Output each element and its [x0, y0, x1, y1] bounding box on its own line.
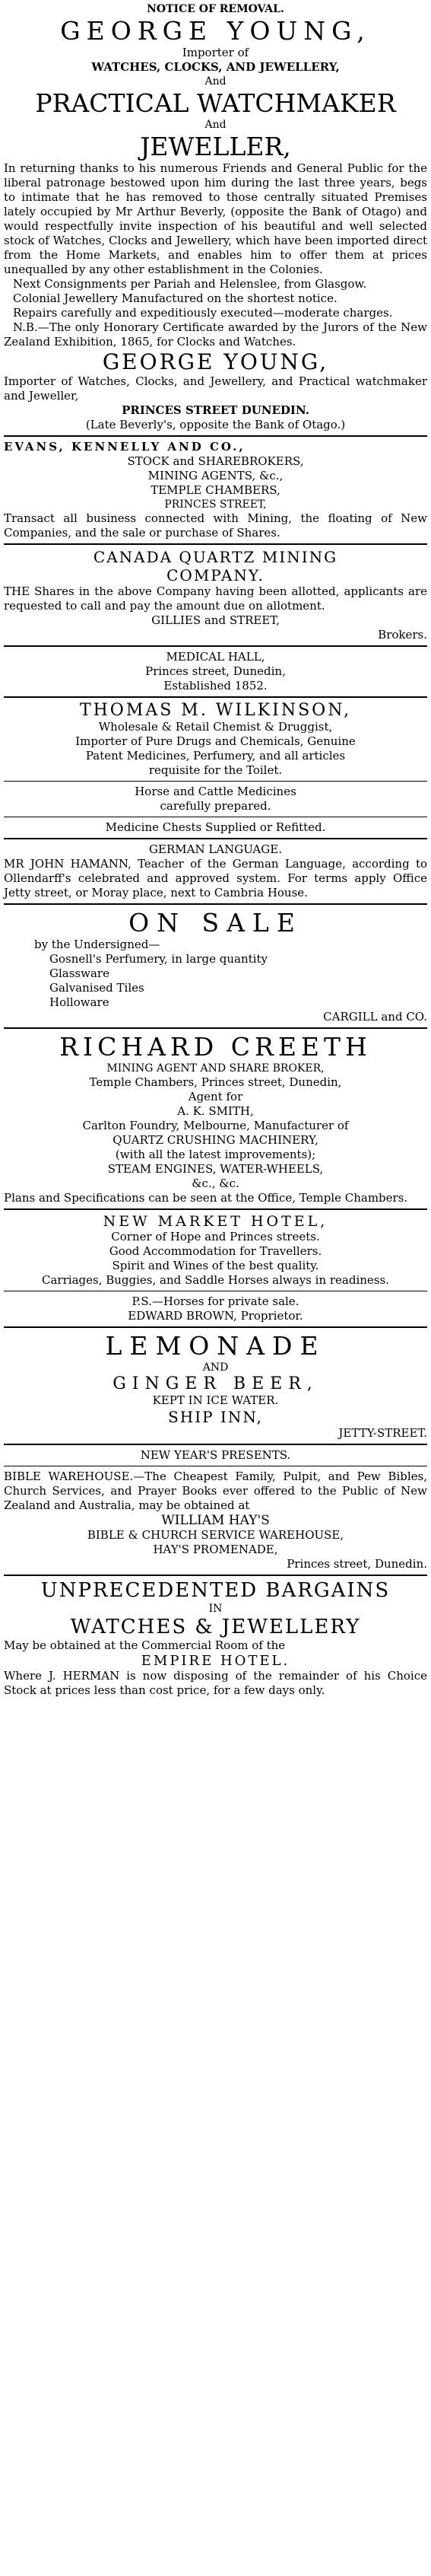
ad-line: requisite for the Toilet.	[148, 763, 283, 777]
signature: GILLIES and STREET,	[151, 613, 280, 627]
ad-line: MEDICAL HALL,	[166, 650, 265, 664]
ad-line: Glassware	[49, 966, 109, 980]
ad-line: AND	[202, 1361, 229, 1374]
ad-george-young-notice	[4, 2, 427, 432]
divider	[4, 435, 427, 437]
ad-medical-hall	[4, 650, 427, 693]
divider	[4, 1575, 427, 1576]
ad-canada-quartz	[4, 548, 427, 642]
ad-line: Carriages, Buggies, and Saddle Horses always in readiness.	[42, 1273, 389, 1287]
ad-line: Established 1852.	[163, 679, 268, 693]
ad-title: CANADA QUARTZ MINING	[93, 548, 338, 566]
ad-german-language	[4, 842, 427, 900]
advertiser-name: GEORGE YOUNG,	[60, 16, 371, 46]
signature: EDWARD BROWN, Proprietor.	[128, 1309, 303, 1323]
ad-line: Plans and Specifications can be seen at the Office, Temple Chambers.	[4, 1191, 408, 1205]
sign-off-name: GEORGE YOUNG,	[102, 349, 329, 374]
body-paragraph: In returning thanks to his numerous Friends and General Public for the liberal patronage bestowed upon him during the last three years, begs to intimate that he has removed to those centrally situated Premises lately occupied by Mr Arthur Beverly, (opposite the Bank of Otago) and would respectfully invite inspection of his beautiful and well selected stock of Watches, Clocks and Jewellery, which have been imported direct from the Home Markets, and enables him to offer them at prices unequalled by any other establishment in the Colonies.	[4, 161, 427, 276]
ad-line: Galvanised Tiles	[49, 981, 144, 995]
ad-line: Holloware	[49, 995, 109, 1009]
subtitle-line: And	[204, 75, 227, 88]
ad-unprecedented-bargains	[4, 1579, 427, 1698]
ad-title: GERMAN LANGUAGE.	[149, 842, 282, 856]
ad-line: EMPIRE HOTEL.	[141, 1653, 290, 1669]
ad-line: by the Undersigned—	[34, 938, 160, 951]
ad-line: P.S.—Horses for private sale.	[132, 1294, 299, 1308]
ad-line: STEAM ENGINES, WATER-WHEELS,	[107, 1162, 324, 1176]
ad-line: Transact all business connected with Mining, the floating of New Companies, and the sale or purchase of Shares.	[4, 511, 427, 540]
ad-new-market-hotel	[4, 1213, 427, 1323]
divider	[4, 903, 427, 905]
ad-title-2: GINGER BEER,	[113, 1374, 318, 1393]
body-paragraph: Repairs carefully and expeditiously executed—moderate charges.	[13, 306, 393, 320]
ad-title: NEW MARKET HOTEL,	[103, 1213, 328, 1230]
ad-line: KEPT IN ICE WATER.	[152, 1393, 279, 1407]
ad-body: BIBLE WAREHOUSE.—The Cheapest Family, Pulpit, and Pew Bibles, Church Services, and Prayer Books ever offered to the Public of New Zealand and Australia, may be obtained at	[4, 1469, 427, 1512]
ad-line: QUARTZ CRUSHING MACHINERY,	[113, 1133, 318, 1147]
body-paragraph: N.B.—The only Honorary Certificate awarded by the Jurors of the New Zealand Exhibition, 1865, for Clocks and Watches.	[4, 320, 427, 349]
divider	[4, 781, 427, 782]
ad-title: UNPRECEDENTED BARGAINS	[40, 1579, 391, 1602]
ad-line: MINING AGENT AND SHARE BROKER,	[106, 1062, 325, 1075]
ad-title-2: COMPANY.	[166, 566, 265, 584]
notice-heading: NOTICE OF REMOVAL.	[147, 3, 284, 15]
ad-line: Princes street, Dunedin.	[287, 1557, 427, 1571]
ad-line: A. K. SMITH,	[177, 1104, 254, 1118]
ad-lemonade	[4, 1331, 427, 1441]
body-paragraph: Colonial Jewellery Manufactured on the shortest notice.	[13, 291, 338, 305]
ad-line: Horse and Cattle Medicines	[135, 785, 296, 798]
ad-new-years-presents	[4, 1448, 427, 1571]
ad-line: MINING AGENTS, &c.,	[147, 469, 284, 482]
ad-line: Gosnell's Perfumery, in large quantity	[49, 952, 268, 966]
body-paragraph: Importer of Watches, Clocks, and Jewellery, and Practical watchmaker and Jeweller,	[4, 374, 427, 403]
divider	[4, 838, 427, 839]
ad-line: IN	[208, 1603, 223, 1615]
ad-line: Medicine Chests Supplied or Refitted.	[105, 820, 326, 834]
ad-line: (with all the latest improvements);	[115, 1148, 316, 1161]
ad-line: TEMPLE CHAMBERS,	[151, 483, 280, 497]
signature: CARGILL and CO.	[323, 1010, 427, 1024]
ad-line: Patent Medicines, Perfumery, and all articles	[85, 749, 346, 763]
ad-line: PRINCES STREET,	[164, 498, 267, 511]
divider	[4, 696, 427, 698]
ad-thomas-wilkinson	[4, 701, 427, 835]
ad-body: Where J. HERMAN is now disposing of the remainder of his Choice Stock at prices less than cost price, for a few days only.	[4, 1669, 427, 1697]
divider	[4, 645, 427, 647]
ad-richard-creeth	[4, 1032, 427, 1205]
subtitle-line: Importer of	[182, 46, 249, 59]
divider	[4, 543, 427, 545]
ad-title: THOMAS M. WILKINSON,	[79, 701, 352, 720]
ad-line: Carlton Foundry, Melbourne, Manufacturer of	[82, 1119, 349, 1132]
ad-body: THE Shares in the above Company having been allotted, applicants are requested to call and pay the amount due on allotment.	[4, 584, 427, 613]
signature-role: Brokers.	[378, 628, 427, 642]
ad-line: Corner of Hope and Princes streets.	[111, 1230, 320, 1243]
ad-line: &c., &c.	[192, 1177, 239, 1190]
divider	[4, 1027, 427, 1029]
body-paragraph: Next Consignments per Pariah and Helenslee, from Glasgow.	[13, 277, 367, 291]
ad-line: Agent for	[188, 1090, 243, 1103]
ad-line: JETTY-STREET.	[338, 1426, 427, 1440]
address-line: PRINCES STREET DUNEDIN.	[122, 403, 309, 417]
divider	[4, 1326, 427, 1328]
divider	[4, 1208, 427, 1210]
subtitle-line: PRACTICAL WATCHMAKER	[35, 88, 396, 118]
subtitle-line: JEWELLER,	[140, 132, 291, 161]
ad-title: EVANS, KENNELLY AND CO.,	[4, 440, 246, 454]
ad-line: Temple Chambers, Princes street, Dunedin,	[89, 1075, 342, 1089]
divider	[4, 1444, 427, 1445]
ad-title: RICHARD CREETH	[59, 1032, 372, 1062]
ad-line: carefully prepared.	[160, 799, 271, 813]
ad-line: May be obtained at the Commercial Room of the	[4, 1638, 286, 1652]
ad-title: NEW YEAR'S PRESENTS.	[140, 1448, 291, 1462]
ad-line: HAY'S PROMENADE,	[153, 1543, 278, 1556]
ad-title: ON SALE	[128, 908, 303, 938]
ad-title-2: WATCHES & JEWELLERY	[70, 1616, 361, 1638]
ad-line: Spirit and Wines of the best quality.	[112, 1259, 319, 1272]
ad-title: LEMONADE	[105, 1331, 326, 1361]
ad-evans-kennelly	[4, 440, 427, 540]
ad-line: STOCK and SHAREBROKERS,	[127, 454, 304, 468]
address-line: (Late Beverly's, opposite the Bank of Otago.)	[85, 418, 346, 431]
ad-body: MR JOHN HAMANN, Teacher of the German Language, according to Ollendarff's celebrated and approved system. For terms apply Office Jetty street, or Moray place, next to Cambria House.	[4, 857, 427, 900]
ad-on-sale	[4, 908, 427, 1024]
subtitle-line: WATCHES, CLOCKS, AND JEWELLERY,	[91, 60, 340, 74]
ad-line: WILLIAM HAY'S	[161, 1513, 270, 1528]
ad-line: Wholesale & Retail Chemist & Druggist,	[98, 720, 333, 734]
ad-line: SHIP INN,	[168, 1408, 263, 1426]
ad-line: Importer of Pure Drugs and Chemicals, Genuine	[75, 734, 356, 748]
ad-line: Good Accommodation for Travellers.	[109, 1244, 322, 1258]
subtitle-line: And	[204, 119, 227, 131]
ad-line: Princes street, Dunedin,	[145, 664, 286, 678]
ad-line: BIBLE & CHURCH SERVICE WAREHOUSE,	[87, 1528, 344, 1542]
